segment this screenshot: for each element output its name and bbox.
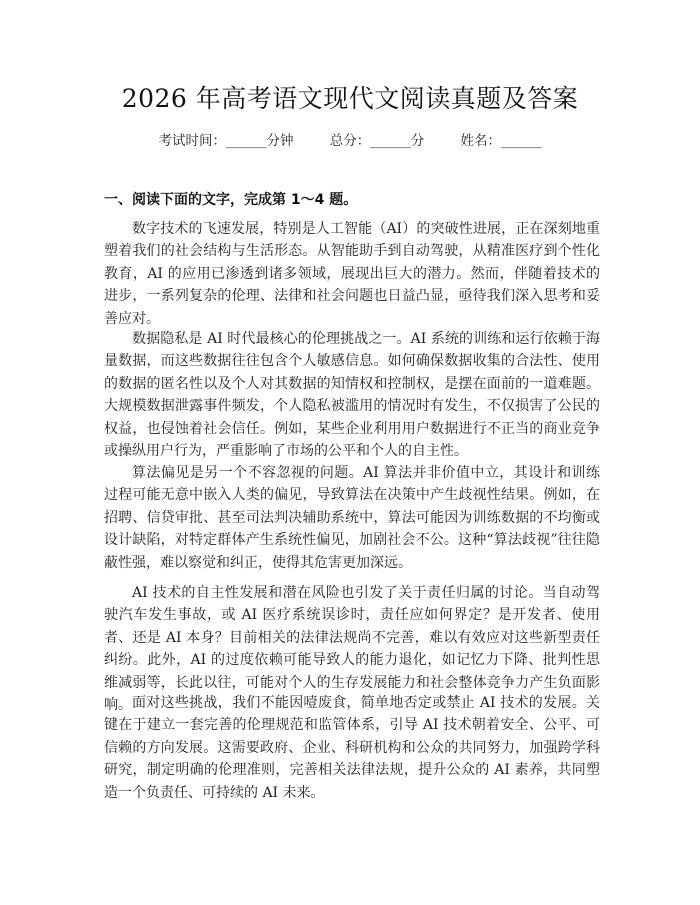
exam-time-field: 考试时间：______分钟 <box>158 133 294 149</box>
total-score-field: 总分：______分 <box>329 133 425 149</box>
passage-paragraph: AI 技术的自主性发展和潜在风险也引发了关于责任归属的讨论。当自动驾驶汽车发生事故，或 AI 医疗系统误诊时，责任应如何界定？是开发者、使用者、还是 AI 本身？目前相关的法律法规尚不完善，难以有效应对这些新型责任纠纷。此外，AI 的过度依赖可能导致人的能力退化，如记忆力下降、批判性思维减弱等，长此以往，可能对个人的生存发展能力和社会整体竞争力产生负面影响。 <box>104 585 600 714</box>
page-title: 2026 年高考语文现代文阅读真题及答案 <box>121 84 579 113</box>
passage-paragraph: 面对这些挑战，我们不能因噎废食，简单地否定或禁止 AI 技术的发展。关键在于建立一套完善的伦理规范和监管体系，引导 AI 技术朝着安全、公平、可信赖的方向发展。这需要政府、企业、科研机构和公众的共同努力，加强跨学科研究，制定明确的伦理准则，完善相关法律法规，提升公众的 AI 素养，共同塑造一个负责任、可持续的 AI 未来。 <box>104 695 600 801</box>
passage-paragraph: 数字技术的飞速发展，特别是人工智能（AI）的突破性进展，正在深刻地重塑着我们的社会结构与生活形态。从智能助手到自动驾驶，从精准医疗到个性化教育，AI 的应用已渗透到诸多领域，展现出巨大的潜力。然而，伴随着技术的进步，一系列复杂的伦理、法律和社会问题也日益凸显，亟待我们深入思考和妥善应对。 <box>104 221 600 327</box>
passage-paragraph: 算法偏见是另一个不容忽视的问题。AI 算法并非价值中立，其设计和训练过程可能无意中嵌入人类的偏见，导致算法在决策中产生歧视性结果。例如，在招聘、信贷审批、甚至司法判决辅助系统中，算法可能因为训练数据的不均衡或设计缺陷，对特定群体产生系统性偏见，加剧社会不公。这种“算法歧视”往往隐蔽性强，难以察觉和纠正，使得其危害更加深远。 <box>104 465 600 571</box>
exam-info-line <box>0 131 700 151</box>
passage-paragraph: 数据隐私是 AI 时代最核心的伦理挑战之一。AI 系统的训练和运行依赖于海量数据，而这些数据往往包含个人敏感信息。如何确保数据收集的合法性、使用的数据的匿名性以及个人对其数据的知情权和控制权，是摆在面前的一道难题。大规模数据泄露事件频发，个人隐私被滥用的情况时有发生，不仅损害了公民的权益，也侵蚀着社会信任。例如，某些企业利用用户数据进行不正当的商业竞争或操纵用户行为，严重影响了市场的公平和个人的自主性。 <box>104 331 600 460</box>
student-name-field: 姓名：______ <box>460 133 542 149</box>
section-heading: 一、阅读下面的文字，完成第 1～4 题。 <box>104 192 358 208</box>
